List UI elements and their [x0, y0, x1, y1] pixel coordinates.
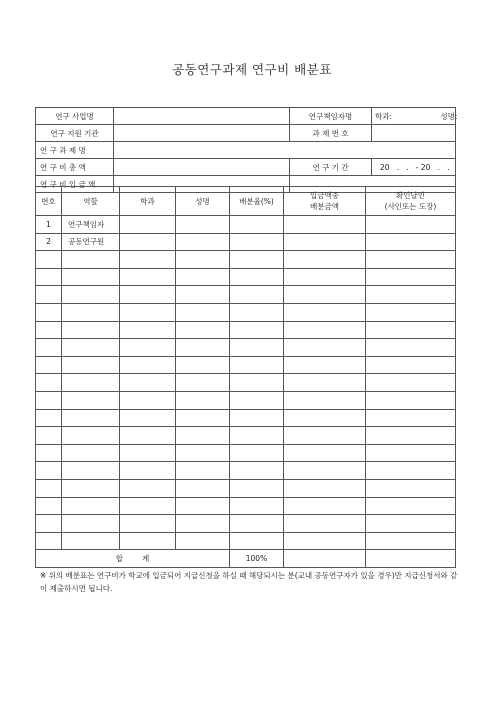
row-role[interactable]	[62, 339, 120, 357]
header-amount-line1: 입금액중	[310, 191, 339, 200]
row-amount[interactable]	[284, 286, 366, 304]
row-ratio[interactable]	[230, 268, 284, 286]
header-confirm-line2: (사인또는 도장)	[384, 202, 437, 211]
row-role[interactable]	[62, 427, 120, 445]
row-name[interactable]	[176, 356, 230, 374]
table-row	[36, 339, 456, 357]
row-name[interactable]	[176, 286, 230, 304]
header-ratio: 배분율(%)	[230, 187, 284, 216]
row-confirm[interactable]	[366, 233, 456, 251]
row-ratio[interactable]	[230, 339, 284, 357]
row-role[interactable]	[62, 321, 120, 339]
row-ratio[interactable]	[230, 532, 284, 550]
row-name[interactable]	[176, 515, 230, 533]
row-role[interactable]	[62, 251, 120, 269]
row-name[interactable]	[176, 409, 230, 427]
pi-label: 연구책임자명	[290, 108, 372, 125]
row-ratio[interactable]	[230, 251, 284, 269]
table-row	[36, 321, 456, 339]
row-confirm[interactable]	[366, 515, 456, 533]
row-no[interactable]	[36, 391, 62, 409]
total-budget-label: 연 구 비 총 액	[36, 159, 114, 176]
row-dept[interactable]	[120, 515, 176, 533]
row-name[interactable]	[176, 391, 230, 409]
allocation-table	[35, 186, 456, 568]
row-confirm[interactable]	[366, 251, 456, 269]
row-name[interactable]	[176, 251, 230, 269]
row-confirm[interactable]	[366, 479, 456, 497]
row-role[interactable]	[62, 303, 120, 321]
row-confirm[interactable]	[366, 303, 456, 321]
table-row	[36, 356, 456, 374]
row-no[interactable]	[36, 286, 62, 304]
row-no[interactable]	[36, 515, 62, 533]
table-row	[36, 409, 456, 427]
row-dept[interactable]	[120, 216, 176, 234]
row-name[interactable]	[176, 374, 230, 392]
project-info-table	[35, 107, 456, 193]
row-dept[interactable]	[120, 251, 176, 269]
row-ratio[interactable]	[230, 462, 284, 480]
row-dept[interactable]	[120, 427, 176, 445]
row-no[interactable]	[36, 251, 62, 269]
row-no[interactable]	[36, 444, 62, 462]
row-no[interactable]	[36, 497, 62, 515]
row-dept[interactable]	[120, 339, 176, 357]
row-dept[interactable]	[120, 268, 176, 286]
row-no[interactable]	[36, 356, 62, 374]
name-label: 성명:	[440, 111, 458, 121]
row-confirm[interactable]	[366, 532, 456, 550]
row-name[interactable]	[176, 497, 230, 515]
row-amount[interactable]	[284, 268, 366, 286]
project-no-field[interactable]	[372, 125, 456, 142]
row-dept[interactable]	[120, 303, 176, 321]
row-name[interactable]	[176, 321, 230, 339]
row-dept[interactable]	[120, 497, 176, 515]
total-budget-field[interactable]	[114, 159, 290, 176]
project-no-label: 과 제 번 호	[290, 125, 372, 142]
row-amount[interactable]	[284, 444, 366, 462]
row-role[interactable]	[62, 409, 120, 427]
row-name[interactable]	[176, 444, 230, 462]
row-role[interactable]	[62, 462, 120, 480]
table-row	[36, 532, 456, 550]
table-row	[36, 462, 456, 480]
table-row	[36, 303, 456, 321]
row-confirm[interactable]	[366, 427, 456, 445]
table-row	[36, 391, 456, 409]
table-row	[36, 286, 456, 304]
row-dept[interactable]	[120, 233, 176, 251]
program-field[interactable]	[114, 108, 290, 125]
table-row	[36, 251, 456, 269]
program-label: 연구 사업명	[36, 108, 114, 125]
row-confirm[interactable]	[366, 321, 456, 339]
table-row	[36, 233, 456, 251]
row-confirm[interactable]	[366, 462, 456, 480]
row-confirm[interactable]	[366, 339, 456, 357]
table-row	[36, 216, 456, 234]
row-no[interactable]	[36, 409, 62, 427]
row-ratio[interactable]	[230, 233, 284, 251]
row-no[interactable]	[36, 321, 62, 339]
table-row	[36, 479, 456, 497]
row-amount[interactable]	[284, 321, 366, 339]
row-amount[interactable]	[284, 462, 366, 480]
total-ratio: 100%	[230, 550, 284, 568]
page-title: 공동연구과제 연구비 배분표	[172, 62, 332, 77]
row-role[interactable]	[62, 497, 120, 515]
row-no[interactable]	[36, 268, 62, 286]
row-role[interactable]	[62, 391, 120, 409]
row-dept[interactable]	[120, 444, 176, 462]
row-role[interactable]	[62, 268, 120, 286]
row-amount[interactable]	[284, 391, 366, 409]
row-confirm[interactable]	[366, 286, 456, 304]
row-amount[interactable]	[284, 356, 366, 374]
total-amount[interactable]	[284, 550, 366, 568]
table-header-row	[36, 187, 456, 216]
row-role[interactable]	[62, 479, 120, 497]
table-row	[36, 268, 456, 286]
row-ratio[interactable]	[230, 356, 284, 374]
row-dept[interactable]	[120, 391, 176, 409]
row-ratio[interactable]	[230, 515, 284, 533]
header-role: 역할	[62, 187, 120, 216]
row-name[interactable]	[176, 427, 230, 445]
row-name[interactable]	[176, 233, 230, 251]
row-no[interactable]	[36, 339, 62, 357]
row-ratio[interactable]	[230, 444, 284, 462]
header-dept: 학과	[120, 187, 176, 216]
row-dept[interactable]	[120, 479, 176, 497]
period-label: 연 구 기 간	[290, 159, 372, 176]
row-dept[interactable]	[120, 286, 176, 304]
row-role[interactable]	[62, 374, 120, 392]
row-ratio[interactable]	[230, 391, 284, 409]
row-amount[interactable]	[284, 515, 366, 533]
row-amount[interactable]	[284, 497, 366, 515]
header-amount-line2: 배분금액	[310, 202, 339, 211]
row-confirm[interactable]	[366, 268, 456, 286]
row-amount[interactable]	[284, 409, 366, 427]
table-row	[36, 374, 456, 392]
pi-field[interactable]	[372, 108, 456, 125]
row-amount[interactable]	[284, 339, 366, 357]
footnote: ※ 위의 배분표는 연구비가 학교에 입금되어 지급신청을 하실 때 해당되시는 분(교내 공동연구자가 있을 경우)만 지급신청서와 같이 제출하시면 됩니다.	[40, 571, 458, 593]
row-role[interactable]	[62, 286, 120, 304]
row-role: 공동연구원	[62, 233, 120, 251]
table-row	[36, 427, 456, 445]
row-confirm[interactable]	[366, 409, 456, 427]
row-ratio[interactable]	[230, 216, 284, 234]
row-amount[interactable]	[284, 374, 366, 392]
header-no: 번호	[36, 187, 62, 216]
row-name[interactable]	[176, 339, 230, 357]
row-dept[interactable]	[120, 532, 176, 550]
row-amount[interactable]	[284, 479, 366, 497]
row-confirm[interactable]	[366, 374, 456, 392]
row-amount[interactable]	[284, 303, 366, 321]
row-dept[interactable]	[120, 409, 176, 427]
row-name[interactable]	[176, 303, 230, 321]
row-ratio[interactable]	[230, 303, 284, 321]
table-row	[36, 497, 456, 515]
row-ratio[interactable]	[230, 321, 284, 339]
row-dept[interactable]	[120, 321, 176, 339]
row-name[interactable]	[176, 479, 230, 497]
header-name: 성명	[176, 187, 230, 216]
header-amount	[284, 187, 366, 216]
row-name[interactable]	[176, 462, 230, 480]
row-role[interactable]	[62, 444, 120, 462]
project-title-label: 연 구 과 제 명	[36, 142, 114, 159]
row-no[interactable]	[36, 303, 62, 321]
total-label: 합 계	[36, 550, 230, 568]
agency-label: 연구 지원 기관	[36, 125, 114, 142]
row-role: 연구책임자	[62, 216, 120, 234]
row-confirm[interactable]	[366, 444, 456, 462]
received-label: 연 구 비 입 금 액	[36, 176, 114, 193]
row-amount[interactable]	[284, 251, 366, 269]
row-no[interactable]	[36, 462, 62, 480]
row-confirm[interactable]	[366, 356, 456, 374]
row-dept[interactable]	[120, 356, 176, 374]
row-no: 1	[36, 216, 62, 234]
project-title-field[interactable]	[114, 142, 456, 159]
header-confirm-line1: 확인날인	[396, 191, 425, 200]
row-name[interactable]	[176, 216, 230, 234]
row-ratio[interactable]	[230, 409, 284, 427]
row-no[interactable]	[36, 532, 62, 550]
table-row	[36, 515, 456, 533]
row-ratio[interactable]	[230, 427, 284, 445]
row-confirm[interactable]	[366, 216, 456, 234]
header-confirm	[366, 187, 456, 216]
row-amount[interactable]	[284, 233, 366, 251]
dept-label: 학과:	[375, 111, 393, 121]
row-confirm[interactable]	[366, 391, 456, 409]
row-role[interactable]	[62, 532, 120, 550]
agency-field[interactable]	[114, 125, 290, 142]
row-role[interactable]	[62, 515, 120, 533]
row-no[interactable]	[36, 479, 62, 497]
row-name[interactable]	[176, 532, 230, 550]
row-amount[interactable]	[284, 532, 366, 550]
row-ratio[interactable]	[230, 286, 284, 304]
row-ratio[interactable]	[230, 374, 284, 392]
row-confirm[interactable]	[366, 497, 456, 515]
row-amount[interactable]	[284, 216, 366, 234]
row-ratio[interactable]	[230, 479, 284, 497]
row-dept[interactable]	[120, 462, 176, 480]
total-row	[36, 550, 456, 568]
row-role[interactable]	[62, 356, 120, 374]
total-confirm[interactable]	[366, 550, 456, 568]
row-ratio[interactable]	[230, 497, 284, 515]
period-field[interactable]: 20 . . - 20 . .	[372, 159, 456, 176]
row-amount[interactable]	[284, 427, 366, 445]
row-no[interactable]	[36, 427, 62, 445]
row-no: 2	[36, 233, 62, 251]
table-row	[36, 444, 456, 462]
row-dept[interactable]	[120, 374, 176, 392]
row-no[interactable]	[36, 374, 62, 392]
row-name[interactable]	[176, 268, 230, 286]
